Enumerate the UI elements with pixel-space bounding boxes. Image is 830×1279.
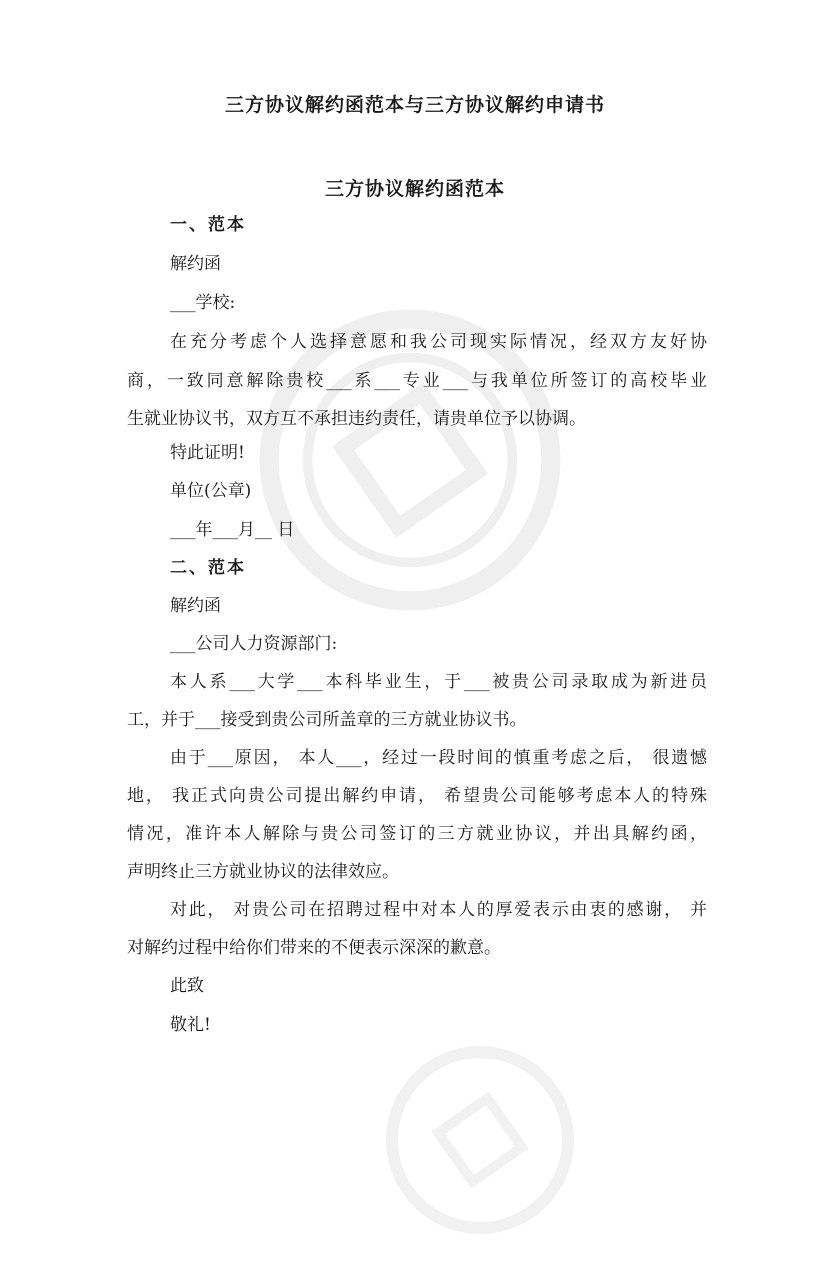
section2-heading: 二、范本 (170, 558, 246, 578)
document-title: 三方协议解约函范本与三方协议解约申请书 (224, 94, 605, 116)
section2-paragraph-line: 地， 我正式向贵公司提出解约申请， 希望贵公司能够考虑本人的特殊 (127, 786, 707, 806)
section1-letter-title: 解约函 (170, 254, 221, 274)
section1-certify: 特此证明! (170, 443, 245, 463)
section2-paragraph-line: 工，并于___接受到贵公司所盖章的三方就业协议书。 (127, 710, 527, 730)
section2-addressee: ___公司人力资源部门: (170, 634, 338, 654)
section1-body-line: 商，一致同意解除贵校___系___专业___与我单位所签订的高校毕业 (127, 371, 707, 391)
watermark-seal-icon (187, 237, 633, 683)
section1-body-line: 在充分考虑个人选择意愿和我公司现实际情况，经双方友好协 (170, 332, 707, 352)
watermark-seal-icon (341, 1001, 620, 1279)
document-subtitle: 三方协议解约函范本 (324, 178, 505, 200)
section1-seal-line: 单位(公章) (170, 481, 252, 501)
section1-addressee: ___学校: (170, 293, 236, 313)
section2-closing: 此致 (170, 976, 204, 996)
section2-paragraph-line: 情况，准许本人解除与贵公司签订的三方就业协议，并出具解约函， (127, 824, 707, 844)
section2-paragraph-line: 由于___原因， 本人___，经过一段时间的慎重考虑之后， 很遗憾 (170, 748, 707, 768)
section2-closing: 敬礼! (170, 1015, 211, 1035)
section2-paragraph-line: 对此， 对贵公司在招聘过程中对本人的厚爱表示由衷的感谢， 并 (170, 900, 707, 920)
section1-heading: 一、范本 (170, 215, 246, 235)
section1-date-line: ___年___月__ 日 (170, 520, 295, 540)
section2-paragraph-line: 本人系___大学___本科毕业生，于___被贵公司录取成为新进员 (170, 672, 707, 692)
section2-paragraph-line: 声明终止三方就业协议的法律效应。 (127, 862, 399, 882)
section2-paragraph-line: 对解约过程中给你们带来的不便表示深深的歉意。 (127, 938, 501, 958)
section2-letter-title: 解约函 (170, 596, 221, 616)
section1-body-line: 生就业协议书，双方互不承担违约责任，请贵单位予以协调。 (127, 409, 586, 429)
